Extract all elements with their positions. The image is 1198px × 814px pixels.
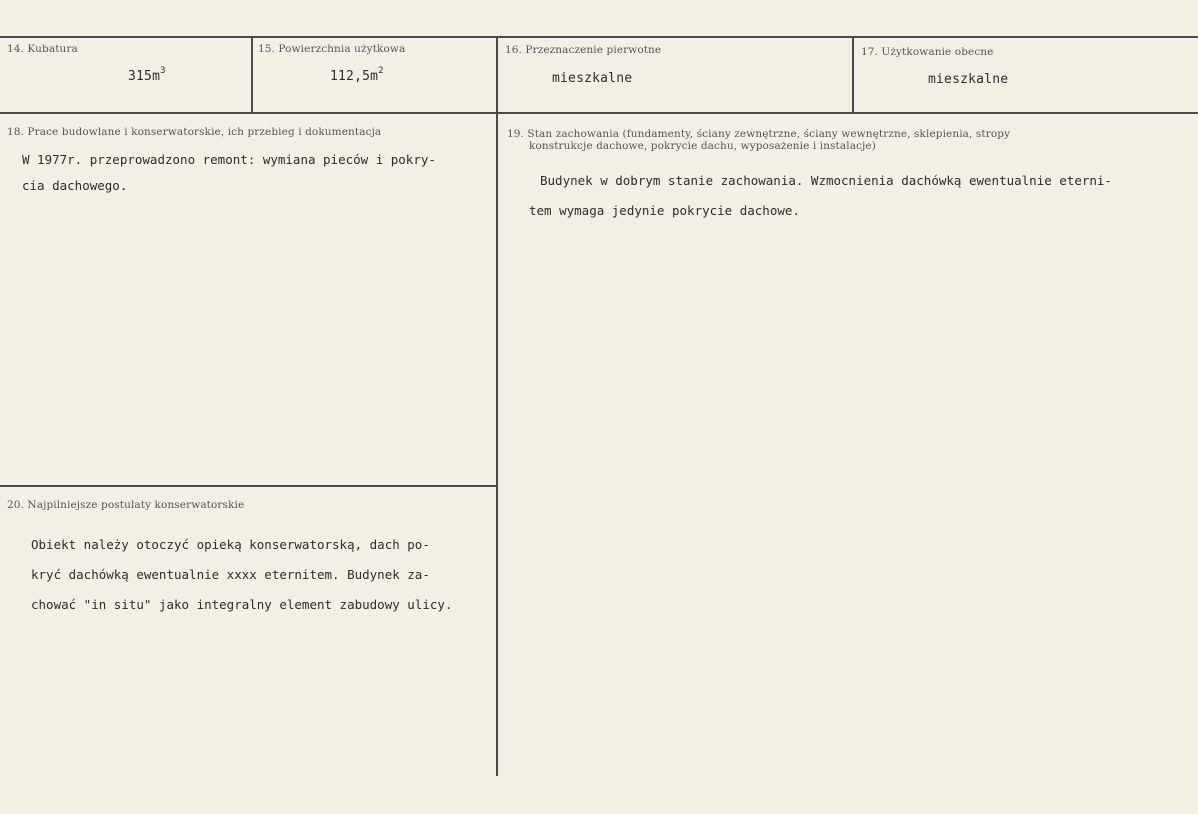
divider-16-17: [852, 36, 854, 113]
field-19-text: [529, 166, 1112, 226]
field-15-label: 15. Powierzchnia użytkowa: [258, 43, 406, 55]
field-18-line-2: cia dachowego.: [22, 178, 128, 193]
section-20-top-rule: [0, 485, 496, 487]
top-rule: [0, 36, 1198, 38]
field-19-label-line-1: 19. Stan zachowania (fundamenty, ściany zewnętrzne, ściany wewnętrzne, sklepienia, stropy: [507, 128, 1011, 140]
field-16-value: mieszkalne: [552, 71, 633, 86]
field-16-label: 16. Przeznaczenie pierwotne: [505, 44, 662, 56]
field-20-line-1: Obiekt należy otoczyć opieką konserwatorską, dach po-: [31, 537, 430, 552]
field-20-line-2: kryć dachówką ewentualnie xxxx eternitem. Budynek za-: [31, 567, 430, 582]
field-18-text: [22, 147, 436, 199]
divider-main: [496, 36, 498, 776]
field-18-label: 18. Prace budowlane i konserwatorskie, ich przebieg i dokumentacja: [7, 126, 382, 138]
field-20-label: 20. Najpilniejsze postulaty konserwatorskie: [7, 499, 245, 511]
field-17-value: mieszkalne: [928, 72, 1009, 87]
field-20-line-3: chować "in situ" jako integralny element zabudowy ulicy.: [31, 597, 453, 612]
field-19-line-1: Budynek w dobrym stanie zachowania. Wzmocnienia dachówką ewentualnie eterni-: [540, 173, 1112, 188]
field-18-line-1: W 1977r. przeprowadzono remont: wymiana pieców i pokry-: [22, 152, 436, 167]
field-14-value: $315m^3$: [128, 66, 166, 84]
divider-14-15: [251, 36, 253, 113]
field-17-label: 17. Użytkowanie obecne: [861, 46, 994, 58]
field-14-label: 14. Kubatura: [7, 43, 78, 55]
field-19-label-line-2: konstrukcje dachowe, pokrycie dachu, wyposażenie i instalacje): [529, 140, 876, 152]
header-bottom-rule: [0, 112, 1198, 114]
field-20-text: [31, 530, 452, 620]
field-19-line-2: tem wymaga jedynie pokrycie dachowe.: [529, 203, 800, 218]
field-15-value: $112,5m^2$: [330, 66, 384, 84]
